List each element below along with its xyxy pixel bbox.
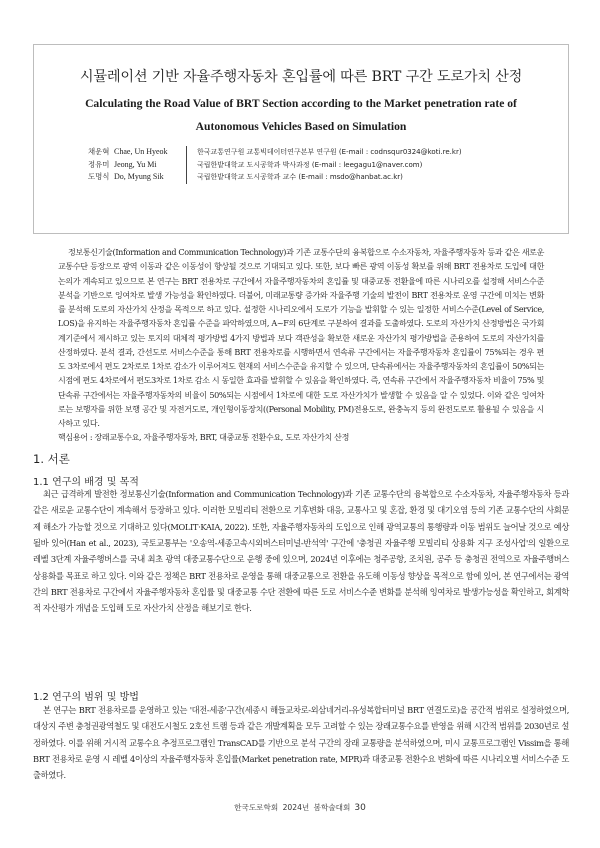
author-affiliation: 한국교통연구원 교통빅데이터연구본부 연구원 (E-mail : codnsqur0324@koti.re.kr) (197, 148, 462, 156)
subsection-heading-scope: 1.2 연구의 범위 및 방법 (33, 692, 139, 703)
body-paragraph-scope (33, 702, 569, 784)
body-paragraph-background (33, 486, 569, 617)
author-row (88, 146, 462, 159)
conference-name: 한국도로학회 2024년 봄학술대회 (234, 803, 351, 812)
page-footer (0, 802, 600, 813)
author-name-korean: 정유미 (88, 159, 110, 169)
keywords: 핵심용어 : 장래교통수요, 자율주행자동차, BRT, 대중교통 전환수요, 도로 자산가치 산정 (58, 433, 349, 443)
author-row (88, 159, 462, 172)
abstract (58, 246, 544, 446)
author-name-korean: 도명식 (88, 172, 110, 181)
author-affiliation: 국립한밭대학교 도시공학과 박사과정 (E-mail : leegagu1@naver.com) (197, 160, 423, 169)
subsection-heading-background: 1.1 연구의 배경 및 목적 (33, 477, 139, 488)
author-name-english: Do, Myung Sik (114, 171, 187, 184)
author-affiliation: 국립한밭대학교 도시공학과 교수 (E-mail : msdo@hanbat.ac.kr) (197, 173, 403, 181)
paragraph-text: 본 연구는 BRT 전용차로를 운영하고 있는 '대전-세종'구간(세종시 해들교차로-외삼네거리-유성복합터미널 BRT 연결도로)을 공간적 범위로 설정하였으며, 대상지 주변 충청권광역철도 및 대전도시철도 2호선 트램 등과 같은 개발계획을 모두 고려할 수 있는 장래교통수요를 반영을 위해 시간적 범위를 2030년로 설정하였다. 이를 위해 거시적 교통수요 추정프로그램인 TransCAD를 기반으로 분석 구간의 장래 교통량을 분석하였으며, 미시 교통프로그램인 Vissim을 통해 BRT 전용차로 운영 시 레벨 4이상의 자율주행자동차 혼입률(Market penetration rate, MPR)과 대중교통 전환수요 변화에 따른 시나리오별 서비스수준 도출하였다. (33, 705, 569, 781)
paragraph-text: 최근 급격하게 발전한 정보통신기술(Information and Communication Technology)과 기존 교통수단의 융복합으로 수소자동차, 자율주행자동차 등과 같은 새로운 교통수단이 계속해서 등장하고 있다. 이러한 모빌리티 전환으로 기후변화 대응, 교통사고 및 혼잡, 환경 및 대기오염 등의 기존 교통수단의 사회문제 해소가 가능할 것으로 기대하고 있다(MOLIT·KAIA, 2022). 또한, 자율주행자동차의 도입으로 인해 광역교통의 통행량과 이동 범위도 늘어날 것으로 예상될바 있어(Han et al., 2023), 국토교통부는 '오송역-세종고속시외버스터미널-반석역' 구간에 '충청권 자율주행 모빌리티 상용화 지구 조성사업'의 일환으로 레벨 3단계 자율주행버스를 국내 최초 광역 대중교통수단으로 운행 중에 있으며, 2024년 이후에는 청주공항, 조치원, 공주 등 충청권 전역으로 자율주행버스 상용화를 목표로 하고 있다. 이와 같은 정책은 BRT 전용차로 운영을 통해 대중교통으로 전환을 유도해 이동성 향상을 목적으로 함에 있어, 본 연구에서는 광역 간의 BRT 전용차로 구간에서 자율주행자동차 혼입률 및 대중교통 수단 전환에 따른 도로 서비스수준 변화를 분석해 잉여차로 발생가능성을 확인하고, 회계학적 자산평가 개념을 도입해 도로 자산가치 산정을 해보기로 한다. (33, 489, 569, 614)
author-name-english: Chae, Un Hyeok (114, 146, 187, 159)
section-heading-introduction: 1. 서론 (33, 452, 70, 466)
author-list (88, 146, 462, 184)
author-name-english: Jeong, Yu Mi (114, 159, 187, 172)
paper-title-korean: 시뮬레이션 기반 자율주행자동차 혼입률에 따른 BRT 구간 도로가치 산정 (79, 69, 523, 85)
author-name-korean: 채운혁 (88, 147, 110, 156)
abstract-text: 정보통신기술(Information and Communication Technology)과 기존 교통수단의 융복합으로 수소자동차, 자율주행자동차 등과 같은 새로운 교통수단 등장으로 광역 이동과 같은 이동성이 향상될 것으로 기대되고 있다. 또한, 보다 빠른 광역 이동성 확보를 위해 BRT 전용차로 도입에 대한 논의가 계속되고 있으므로 본 연구는 BRT 전용차로 구간에서 자율주행자동차의 혼입률 및 대중교통 전환율에 따른 시나리오를 설정해 서비스수준 분석을 기반으로 잉여차로 발생 가능성을 확인하였다. 더불어, 미래교통량 증가와 자율주행 기술의 발전이 BRT 전용차로 운영 구간에 미치는 변화를 분석해 도로의 자산가치 산정을 목적으로 하고 있다. 설정한 시나리오에서 도로가 기능을 발휘할 수 있는 일정한 서비스수준(Level of Service, LOS)을 유지하는 자율주행자동차 혼입률 수준을 파악하였으며, A~F의 6단계로 구분하여 결과를 도출하였다. 도로의 자산가치 산정방법은 국가회계기준에서 제시하고 있는 토지의 대체적 평가방법 4가지 방법과 보다 객관성을 확보한 새로운 자산가치 평가방법을 준용하여 도로의 자산가치를 산정하였다. 분석 결과, 간선도로 서비스수준을 통해 BRT 전용차로를 시행하면서 연속류 구간에서는 자율주행자동차 혼입률이 75%되는 경우 편도 3차로에서 편도 2차로로 1차로 감소가 이루어져도 현재의 서비스수준을 유지할 수 있으며, 단속류에서는 자율주행자동차의 혼입률이 50%되는 시점에 편도 4차로에서 편도3차로 1차로 감소 시 동일한 효과를 발휘할 수 있음을 확인하였다. 즉, 연속류 구간에서 자율주행자동차 비율이 75% 및 단속류 구간에서는 자율주행자동차의 비율이 50%되는 시점에서 1차로에 대한 도로 자산가치가 발생할 수 있음을 알 수 있었다. 이와 같은 잉여차로는 보행자를 위한 보행 공간 및 자전거도로, 개인형이동장치((Personal Mobility, PM)전용도로, 완충녹지 등의 완전도로로 활용될 수 있음을 시사하고 있다. (58, 248, 544, 428)
paper-title-english: Calculating the Road Value of BRT Section according to the Market penetration rate of Autonomous Vehicles Based on Simulation (85, 97, 517, 133)
author-row (88, 171, 462, 184)
page-number: 30 (354, 803, 366, 813)
